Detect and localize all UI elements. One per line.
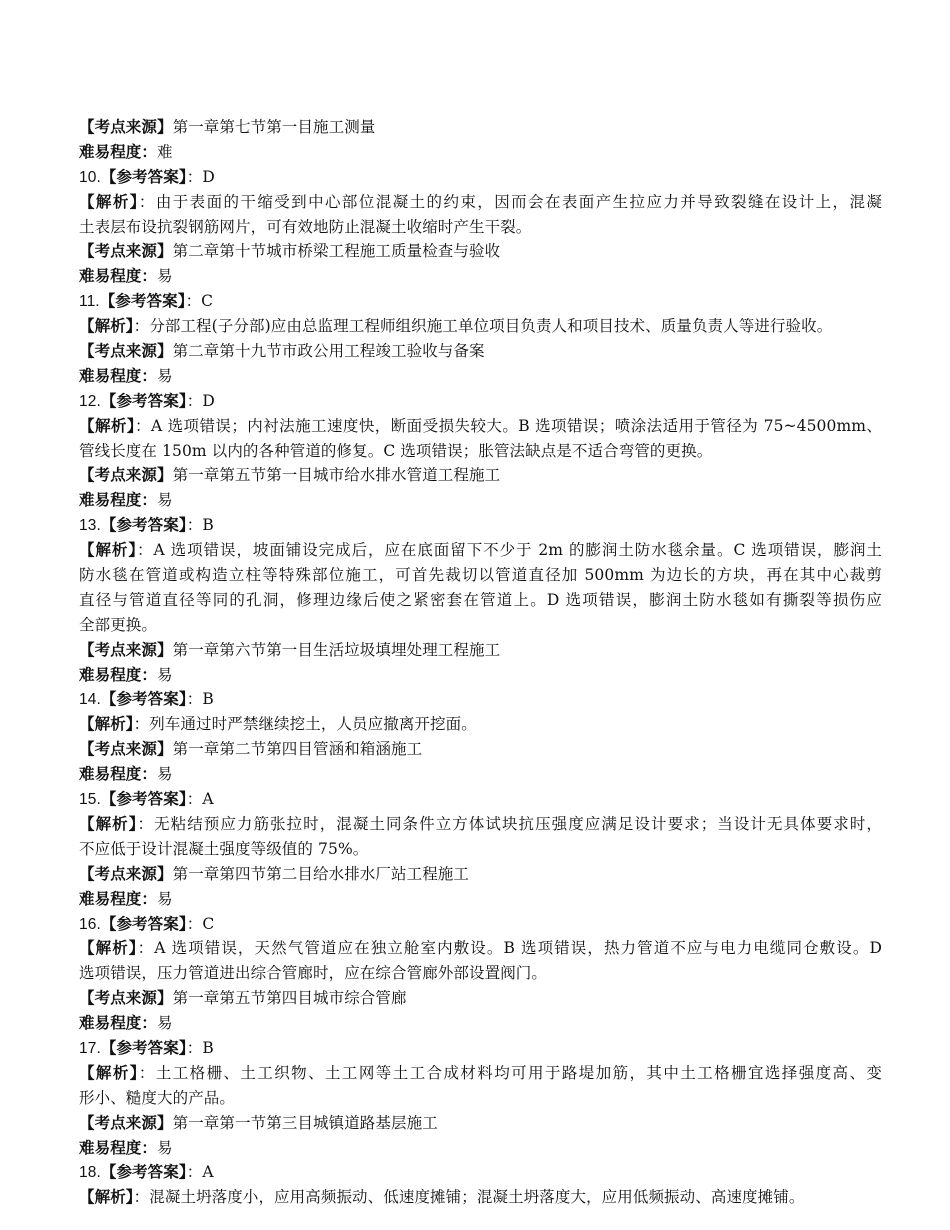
field-text: ：A: [186, 790, 214, 809]
field-text: ：D: [186, 167, 215, 186]
field-text: ：C: [186, 914, 215, 933]
field-text: 第一章第七节第一目施工测量: [172, 118, 376, 136]
answer-line: [79, 165, 882, 190]
difficulty-line: [79, 762, 882, 787]
field-text: ：土工格栅、土工织物、土工网等土工合成材料均可用于路堤加筋，其中土工格栅宜选择强度高、变: [138, 1063, 882, 1082]
field-text: 易: [157, 1138, 173, 1157]
field-text: 易: [157, 765, 173, 784]
question-number: 18.: [79, 1164, 101, 1182]
source-line: [79, 737, 882, 762]
field-text: ：B: [186, 1038, 214, 1057]
field-label: 【解析】: [79, 938, 138, 958]
source-line: [79, 638, 882, 663]
field-label: 难易程度：: [79, 1137, 158, 1157]
field-label: 【参考答案】: [100, 789, 187, 809]
field-text: 易: [157, 366, 173, 385]
field-text: 全部更换。: [79, 615, 158, 634]
field-text: ：B: [186, 516, 214, 535]
field-label: 【考点来源】: [79, 739, 173, 759]
analysis-continuation-line: [79, 563, 882, 588]
source-line: [79, 463, 882, 488]
field-text: 第一章第五节第一目城市给水排水管道工程施工: [172, 466, 501, 485]
analysis-line: [79, 936, 882, 961]
source-line: [79, 115, 882, 140]
field-text: ：列车通过时严禁继续挖土，人员应撤离开挖面。: [133, 715, 477, 734]
field-text: 第一章第二节第四目管涵和箱涵施工: [172, 740, 423, 759]
field-text: 第一章第一节第三目城镇道路基层施工: [172, 1113, 438, 1132]
analysis-line: [79, 414, 882, 439]
field-label: 【解析】: [79, 1062, 139, 1082]
field-text: ：D: [186, 391, 215, 410]
source-line: [79, 1111, 882, 1136]
analysis-continuation-line: [79, 961, 882, 986]
field-label: 【解析】: [79, 1187, 134, 1207]
field-label: 【解析】: [79, 540, 138, 560]
analysis-continuation-line: [79, 215, 882, 240]
field-text: 管线长度在 150m 以内的各种管道的修复。C 选项错误；胀管法缺点是不适合弯管的更换。: [79, 441, 713, 460]
field-label: 【考点来源】: [79, 117, 173, 136]
field-text: 防水毯在管道或构造立柱等特殊部位施工，可首先裁切以管道直径加 500mm 为边长的方块，再在其中心裁剪: [79, 566, 882, 585]
field-label: 【考点来源】: [79, 241, 173, 261]
field-label: 【参考答案】: [100, 515, 187, 535]
field-text: ：A 选项错误；内衬法施工速度快，断面受损失较大。B 选项错误；喷涂法适用于管径为 75~4500mm、: [135, 416, 883, 435]
analysis-continuation-line: [79, 439, 882, 464]
field-text: 易: [157, 267, 173, 286]
difficulty-line: [79, 1136, 882, 1161]
field-label: 难易程度：: [79, 764, 158, 784]
analysis-line: [79, 538, 882, 563]
question-number: 12.: [79, 392, 101, 410]
field-label: 【参考答案】: [100, 1162, 187, 1182]
field-text: ：A: [186, 1163, 214, 1182]
field-label: 难易程度：: [79, 490, 158, 510]
answer-line: [79, 1160, 882, 1185]
field-label: 【参考答案】: [100, 390, 187, 410]
source-line: [79, 862, 882, 887]
field-text: ：混凝土坍落度小，应用高频振动、低速度摊铺；混凝土坍落度大，应用低频振动、高速度摊铺。: [133, 1188, 805, 1207]
answer-line: [79, 1036, 882, 1061]
field-label: 难易程度：: [79, 141, 158, 161]
answer-line: [79, 787, 882, 812]
field-label: 【参考答案】: [100, 913, 187, 933]
analysis-continuation-line: [79, 837, 882, 862]
field-text: 土表层布设抗裂钢筋网片，可有效地防止混凝土收缩时产生干裂。: [79, 217, 532, 236]
field-text: ：由于表面的干缩受到中心部位混凝土的约束，因而会在表面产生拉应力并导致裂缝在设计上，混凝: [138, 192, 882, 211]
answer-line: [79, 687, 882, 712]
analysis-line: [79, 812, 882, 837]
field-text: ：分部工程(子分部)应由总监理工程师组织施工单位项目负责人和项目技术、质量负责人等进行验收。: [133, 317, 833, 336]
field-label: 【解析】: [79, 316, 134, 336]
field-text: 易: [157, 1014, 173, 1033]
difficulty-line: [79, 264, 882, 289]
source-line: [79, 339, 882, 364]
field-text: 易: [157, 491, 173, 510]
source-line: [79, 986, 882, 1011]
field-text: 第一章第六节第一目生活垃圾填埋处理工程施工: [172, 640, 501, 659]
field-label: 【考点来源】: [79, 341, 173, 361]
difficulty-line: [79, 663, 882, 688]
analysis-line: [79, 190, 882, 215]
difficulty-line: [79, 1011, 882, 1036]
analysis-line: [79, 712, 882, 737]
field-label: 【参考答案】: [100, 689, 187, 709]
field-text: 直径与管道直径等同的孔洞，修理边缘后使之紧密套在管道上。D 选项错误，膨润土防水毯如有撕裂等损伤应: [79, 590, 882, 609]
difficulty-line: [79, 140, 882, 165]
field-label: 【参考答案】: [100, 1037, 187, 1057]
field-label: 难易程度：: [79, 365, 158, 385]
field-text: 形小、糙度大的产品。: [79, 1088, 236, 1107]
field-label: 难易程度：: [79, 888, 158, 908]
field-text: 第二章第十节城市桥梁工程施工质量检查与验收: [172, 242, 501, 261]
analysis-continuation-line: [79, 588, 882, 613]
field-label: 【参考答案】: [99, 291, 186, 311]
field-label: 【考点来源】: [79, 988, 173, 1008]
field-text: ：A 选项错误，天然气管道应在独立舱室内敷设。B 选项错误，热力管道不应与电力电缆同仓敷设。D: [137, 939, 882, 958]
field-text: 易: [157, 889, 173, 908]
field-label: 【解析】: [79, 415, 136, 435]
question-number: 10.: [79, 168, 101, 186]
question-number: 15.: [79, 791, 101, 809]
field-label: 难易程度：: [79, 266, 158, 286]
analysis-line: [79, 314, 882, 339]
analysis-line: [79, 1061, 882, 1086]
field-text: ：A 选项错误，坡面铺设完成后，应在底面留下不少于 2m 的膨润土防水毯余量。C 选项错误，膨润土: [137, 541, 882, 560]
question-number: 11.: [79, 293, 100, 311]
question-number: 14.: [79, 691, 101, 709]
field-text: 选项错误，压力管道进出综合管廊时，应在综合管廊外部设置阀门。: [79, 964, 548, 983]
field-label: 【考点来源】: [79, 465, 173, 485]
field-label: 【参考答案】: [100, 166, 187, 186]
field-text: 第一章第四节第二目给水排水厂站工程施工: [172, 864, 470, 883]
analysis-continuation-line: [79, 613, 882, 638]
field-label: 【解析】: [79, 714, 134, 734]
field-text: ：C: [185, 292, 214, 311]
field-text: 难: [157, 142, 173, 161]
field-text: 不应低于设计混凝土强度等级值的 75%。: [79, 839, 369, 858]
field-label: 难易程度：: [79, 1013, 158, 1033]
answer-line: [79, 389, 882, 414]
field-label: 【考点来源】: [79, 639, 173, 659]
difficulty-line: [79, 488, 882, 513]
answer-line: [79, 513, 882, 538]
field-label: 难易程度：: [79, 664, 158, 684]
analysis-continuation-line: [79, 1086, 882, 1111]
field-label: 【解析】: [79, 191, 139, 211]
field-label: 【考点来源】: [79, 1112, 173, 1132]
difficulty-line: [79, 364, 882, 389]
difficulty-line: [79, 887, 882, 912]
answer-line: [79, 912, 882, 937]
field-text: 第一章第五节第四目城市综合管廊: [172, 989, 407, 1008]
question-number: 16.: [79, 915, 101, 933]
analysis-line: [79, 1185, 882, 1210]
field-label: 【考点来源】: [79, 863, 173, 883]
question-number: 17.: [79, 1039, 101, 1057]
question-number: 13.: [79, 517, 101, 535]
field-text: ：B: [186, 690, 214, 709]
source-line: [79, 239, 882, 264]
field-text: 易: [157, 665, 173, 684]
field-text: ：无粘结预应力筋张拉时，混凝土同条件立方体试块抗压强度应满足设计要求；当设计无具体要求时，: [137, 814, 882, 833]
answer-line: [79, 289, 882, 314]
field-text: 第二章第十九节市政公用工程竣工验收与备案: [172, 342, 485, 361]
field-label: 【解析】: [79, 813, 138, 833]
